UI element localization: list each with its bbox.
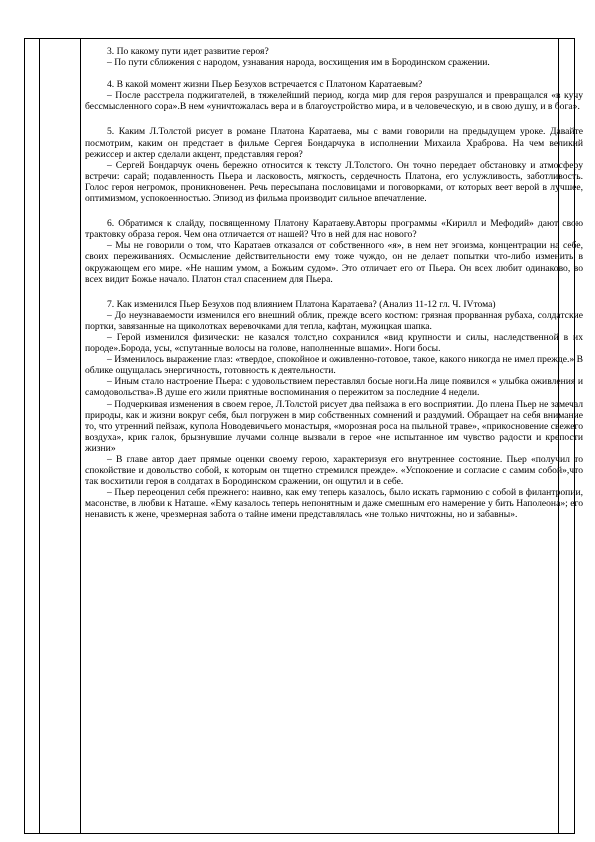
- answer-paragraph: – Герой изменился физически: не казался толст,но сохранился «вид крупности и силы, наследственной в их породе».Борода, усы, «спутанные волосы на голове, наполненные вшами». Ноги босы.: [85, 331, 583, 355]
- answer-paragraph: – Мы не говорили о том, что Каратаев отказался от собственного «я», в нем нет эгоизма, концентрации на себе, своих переживаниях. Осмысление действительности ему тоже чуждо, он не делает попытки что-либо изменить в окружающем его мире. «Не нашим умом, а Божьим судом». Это отличает его от Пьера. Он всех любит одинаково, во всех видит Божье начало. Платон стал спасением для Пьера.: [85, 240, 583, 285]
- question-paragraph: 3. По какому пути идет развитие героя?: [107, 46, 269, 57]
- answer-paragraph: – Изменилось выражение глаз: «твердое, спокойное и оживленно-готовое, такое, какого никогда не имел прежде.» В облике ощущалась энергичность, готовность к деятельности.: [85, 354, 583, 377]
- paragraph-spacer: [85, 68, 583, 79]
- paragraph-spacer: [85, 285, 583, 299]
- answer-paragraph: – В главе автор дает прямые оценки своему герою, характеризуя его внутреннее состояние. Пьер «получил то спокойствие и довольство собой, к которым он тщетно стремился прежде». «Успокоение и согласие с самим собой»,что так восхитили героя в солдатах в Бородинском сражении, он ощутил и в себе.: [85, 454, 583, 488]
- question-paragraph: 7. Как изменился Пьер Безухов под влиянием Платона Каратаева? (Анализ 11-12 гл. Ч. IVтома): [107, 298, 496, 310]
- answer-paragraph: – До неузнаваемости изменился его внешний облик, прежде всего костюм: грязная прорванная рубаха, солдатские портки, завязанные на щиколотках веревочками для тепла, кафтан, мужицкая шапка.: [85, 309, 583, 332]
- question-paragraph: 5. Каким Л.Толстой рисует в романе Платона Каратаева, мы с вами говорили на предыдущем уроке. Давайте посмотрим, каким он предстает в фильме Сергея Бондарчука в исполнении Михаила Храброва. На чем великий режиссер и актер сделали акцент, представляя героя?: [85, 126, 583, 160]
- answer-paragraph: – Иным стало настроение Пьера: с удовольствием переставлял босые ноги.На лице появился « улыбка оживления и самодовольства».В душе его жили приятные воспоминания о пережитом за последние 4 недели.: [85, 376, 583, 399]
- answer-paragraph: – Подчеркивая изменения в своем герое, Л.Толстой рисует два пейзажа в его восприятии. До плена Пьер не замечал природы, как и жизни вокруг себя, был погружен в мир собственных сомнений и раздумий. Обращает на себя внимание то, что утренний пейзаж, купола Новодевичьего монастыря, «морозная роса на пыльной траве», «прикосновение свежего воздуха», крик галок, брызнувшие лучами солнце вызвали в герое «не испытанное им чувство радости и крепости жизни»: [85, 398, 583, 454]
- question-paragraph: 6. Обратимся к слайду, посвященному Платону Каратаеву.Авторы программы «Кирилл и Мефодий» дают свою трактовку образа героя. Чем она отличается от нашей? Что в ней для нас нового?: [85, 218, 583, 241]
- column-divider: [80, 39, 81, 833]
- column-divider: [39, 39, 40, 833]
- answer-paragraph: – После расстрела поджигателей, в тяжелейший период, когда мир для героя разрушался и превращался «в кучу бессмысленного сора».В нем «уничтожалась вера и в благоустройство мира, и в человеческую, и в свою душу, и в бога».: [85, 90, 583, 113]
- paragraph-spacer: [85, 112, 583, 126]
- answer-paragraph: – По пути сближения с народом, узнавания народа, восхищения им в Бородинском сражении.: [107, 57, 490, 69]
- answer-paragraph: – Пьер переоценил себя прежнего: наивно, как ему теперь казалось, было искать гармонию с собой в филантропии, масонстве, в любви к Наташе. «Ему казалось теперь непонятным и даже смешным его намерение у бить Наполеона»; его ненависть к жене, чрезмерная забота о тайне имени представлялась «не только ничтожны, но и забавны».: [85, 487, 583, 521]
- lesson-text: [85, 46, 583, 521]
- question-paragraph: 4. В какой момент жизни Пьер Безухов встречается с Платоном Каратаевым?: [107, 79, 423, 91]
- answer-paragraph: – Сергей Бондарчук очень бережно относится к тексту Л.Толстого. Он точно передает обстановку и атмосферу встречи: сарай; подавленность Пьера и ласковость, мягкость, сердечность Платона, его услужливость, заботливость. Голос героя негромок, проникновенен. Речь пересыпана пословицами и поговорками, от которых веет верой в лучшее, оптимизмом, успокоенностью. Эпизод из фильма производит сильное впечатление.: [85, 159, 583, 205]
- paragraph-spacer: [85, 204, 583, 218]
